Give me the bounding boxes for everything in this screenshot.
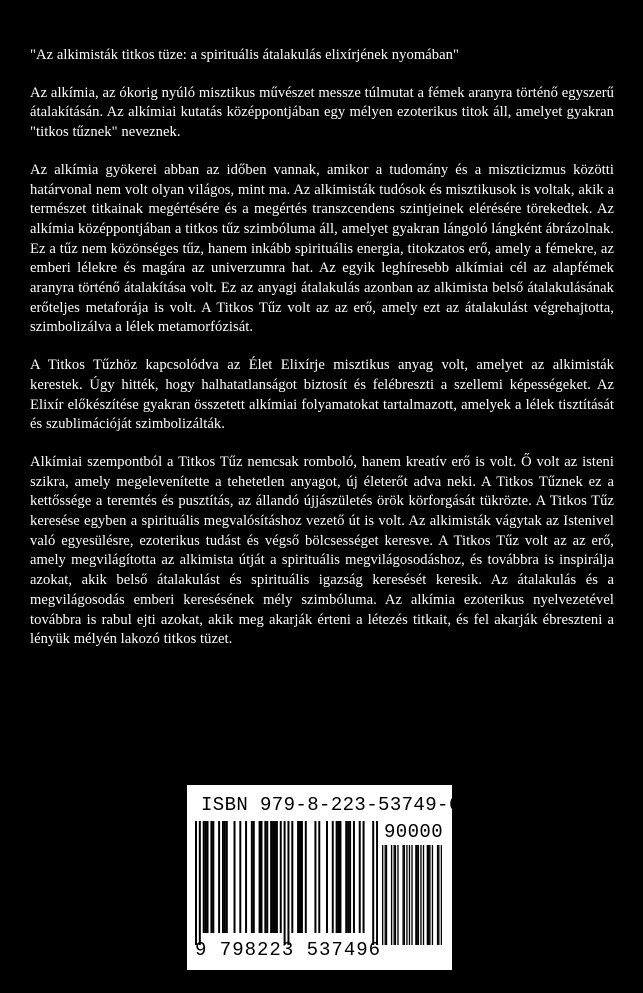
barcode-bar <box>418 845 419 945</box>
addon-barcode-bars <box>382 845 442 945</box>
barcode-bar <box>270 821 272 933</box>
barcode-bar <box>349 821 351 933</box>
ean-barcode-bars <box>195 821 378 945</box>
barcode-bar <box>393 845 394 945</box>
barcode-bar <box>404 845 405 945</box>
barcode-bar <box>199 821 201 945</box>
barcode-bar <box>332 821 334 933</box>
barcode-bar <box>326 821 328 933</box>
barcode-bar <box>287 821 289 945</box>
isbn-label: ISBN 979-8-223-53749-6 <box>201 794 461 816</box>
barcode-bar <box>203 821 205 933</box>
barcode-bar <box>253 821 255 933</box>
barcode-bar <box>274 821 276 933</box>
blurb-paragraph-2: Az alkímia gyökerei abban az időben vannak, amikor a tudomány és a miszticizmus közötti határvonal nem volt olyan világos, mint ma. Az alkimisták tudósok és misztikusok is voltak, akik a természet titkainak megértésére és a megértés transzcendens szintjeinek elérésére törekedtek. Az alkímia középpontjában a titkos tűz szimbóluma áll, amelyet gyakran lángoló lángként ábrázolnak. Ez a tűz nem közönséges tűz, hanem inkább spirituális energia, titokzatos erő, amely a fémekre, az emberi lélekre és magára az univerzumra hat. Az egyik leghíresebb alkímiai cél az alapfémek aranyra történő átalakítása volt. Ez az anyagi átalakulás azonban az alkimista belső átalakulásának erőteljes metaforája is volt. A Titkos Tűz volt az az erő, amely ezt az átalakulást végrehajtotta, szimbolizálva a lélek metamorfózisát. <box>30 161 614 336</box>
barcode-bar <box>347 821 349 933</box>
barcode-bar <box>297 821 299 933</box>
barcode-bar <box>276 821 278 933</box>
barcode-bar <box>437 845 438 945</box>
blurb-paragraph-4: Alkímiai szempontból a Titkos Tűz nemcsak romboló, hanem kreatív erő is volt. Ő volt az isteni szikra, amely megelevenítette a tehetetlen anyagot, új életerőt adva neki. A Titkos Tűznek ez a kettőssége a teremtés és pusztítás, az állandó újjászületés örök körforgását tükrözte. A Titkos Tűz keresése egyben a spirituális megvalósításhoz vezető út is volt. Az alkimisták vágytak az Istenivel való egyesülésre, ezoterikus tudást és végső bölcsességet keresve. A Titkos Tűz volt az az erő, amely megvilágította az alkimista útját a spirituális megvilágosodáshoz, és továbbra is inspirálja azokat, akik belső átalakulást és spirituális igazság keresését keresik. Az átalakulás és a megvilágosodás emberi keresésének mély szimbóluma. Az alkímia ezoterikus nyelvezetével továbbra is rabul ejti azokat, akik meg akarják érteni a létezés titkait, és fel akarják ébreszteni a lényük mélyén lakozó titkos tüzet. <box>30 453 614 648</box>
barcode-bar <box>264 821 266 933</box>
barcode-bar <box>402 845 403 945</box>
blurb-paragraph-1: Az alkímia, az ókorig nyúló misztikus művészet messze túlmutat a fémek aranyra történő egyszerű átalakításán. Az alkímiai kutatás középpontjában egy mélyen ezoterikus titok áll, amelyet gyakran "titkos tűznek" neveznek. <box>30 84 614 141</box>
barcode-bar <box>259 821 261 933</box>
barcode-bar <box>363 821 365 933</box>
barcode-bar <box>391 845 392 945</box>
barcode-bar <box>411 845 412 945</box>
barcode-bar <box>314 821 316 933</box>
barcode-bar <box>280 821 282 933</box>
barcode-bar <box>406 845 407 945</box>
barcode-bar <box>353 821 355 933</box>
barcode-bar <box>205 821 207 933</box>
barcode-bar <box>415 845 416 945</box>
blurb-paragraph-3: A Titkos Tűzhöz kapcsolódva az Élet Elixírje misztikus anyag volt, amelyet az alkimisták kerestek. Úgy hitték, hogy halhatatlanságot biztosít és felébreszti a szellemi képességeket. Az Elixír előkészítése gyakran összetett alkímiai folyamatokat tartalmazott, amelyek a lélek tisztítását és szublimációját szimbolizálták. <box>30 357 614 433</box>
blurb-title: "Az alkimisták titkos tüze: a spirituális átalakulás elixírjének nyomában" <box>30 47 459 63</box>
ean-digits: 9 798223 537496 <box>195 939 382 961</box>
barcode-bar <box>376 821 378 945</box>
barcode-bar <box>266 821 268 933</box>
barcode-bar <box>336 821 338 933</box>
barcode-bar <box>305 821 307 933</box>
barcode-bar <box>234 821 236 933</box>
barcode-bar <box>218 821 220 933</box>
barcode-bar <box>338 821 340 933</box>
barcode-bar <box>428 845 429 945</box>
barcode-bar <box>438 845 439 945</box>
barcode-bar <box>441 845 442 945</box>
barcode-bar <box>359 821 361 933</box>
barcode-bar <box>382 845 383 945</box>
barcode-bar <box>427 845 428 945</box>
barcode-bar <box>284 821 286 945</box>
barcode-bar <box>395 845 396 945</box>
barcode-bar <box>429 845 430 945</box>
barcode-bar <box>212 821 214 933</box>
barcode-bar <box>299 821 301 933</box>
barcode-bar <box>301 821 303 933</box>
barcode-bar <box>416 845 417 945</box>
barcode-bar <box>260 821 262 933</box>
barcode-bar <box>291 821 293 933</box>
barcode-bar <box>385 845 386 945</box>
barcode-bar <box>372 821 374 945</box>
barcode-bar <box>397 845 398 945</box>
barcode-bar <box>207 821 209 933</box>
barcode-bar <box>245 821 247 933</box>
barcode-bar <box>224 821 226 933</box>
barcode-bar <box>345 821 347 933</box>
barcode-bar <box>318 821 320 933</box>
blurb-text <box>30 46 614 668</box>
barcode-bar <box>239 821 241 933</box>
barcode-bar <box>420 845 421 945</box>
barcode-bar <box>272 821 274 933</box>
isbn-barcode <box>187 785 461 970</box>
barcode-bar <box>423 845 424 945</box>
barcode-bar <box>222 821 224 933</box>
barcode-bar <box>409 845 410 945</box>
barcode-bar <box>210 821 212 933</box>
barcode-bar <box>195 821 197 945</box>
barcode-bar <box>432 845 433 945</box>
price-code: 90000 <box>384 821 444 843</box>
barcode-bar <box>386 845 387 945</box>
barcode-bar <box>226 821 228 933</box>
barcode-bar <box>251 821 253 933</box>
barcode-bar <box>339 821 341 933</box>
